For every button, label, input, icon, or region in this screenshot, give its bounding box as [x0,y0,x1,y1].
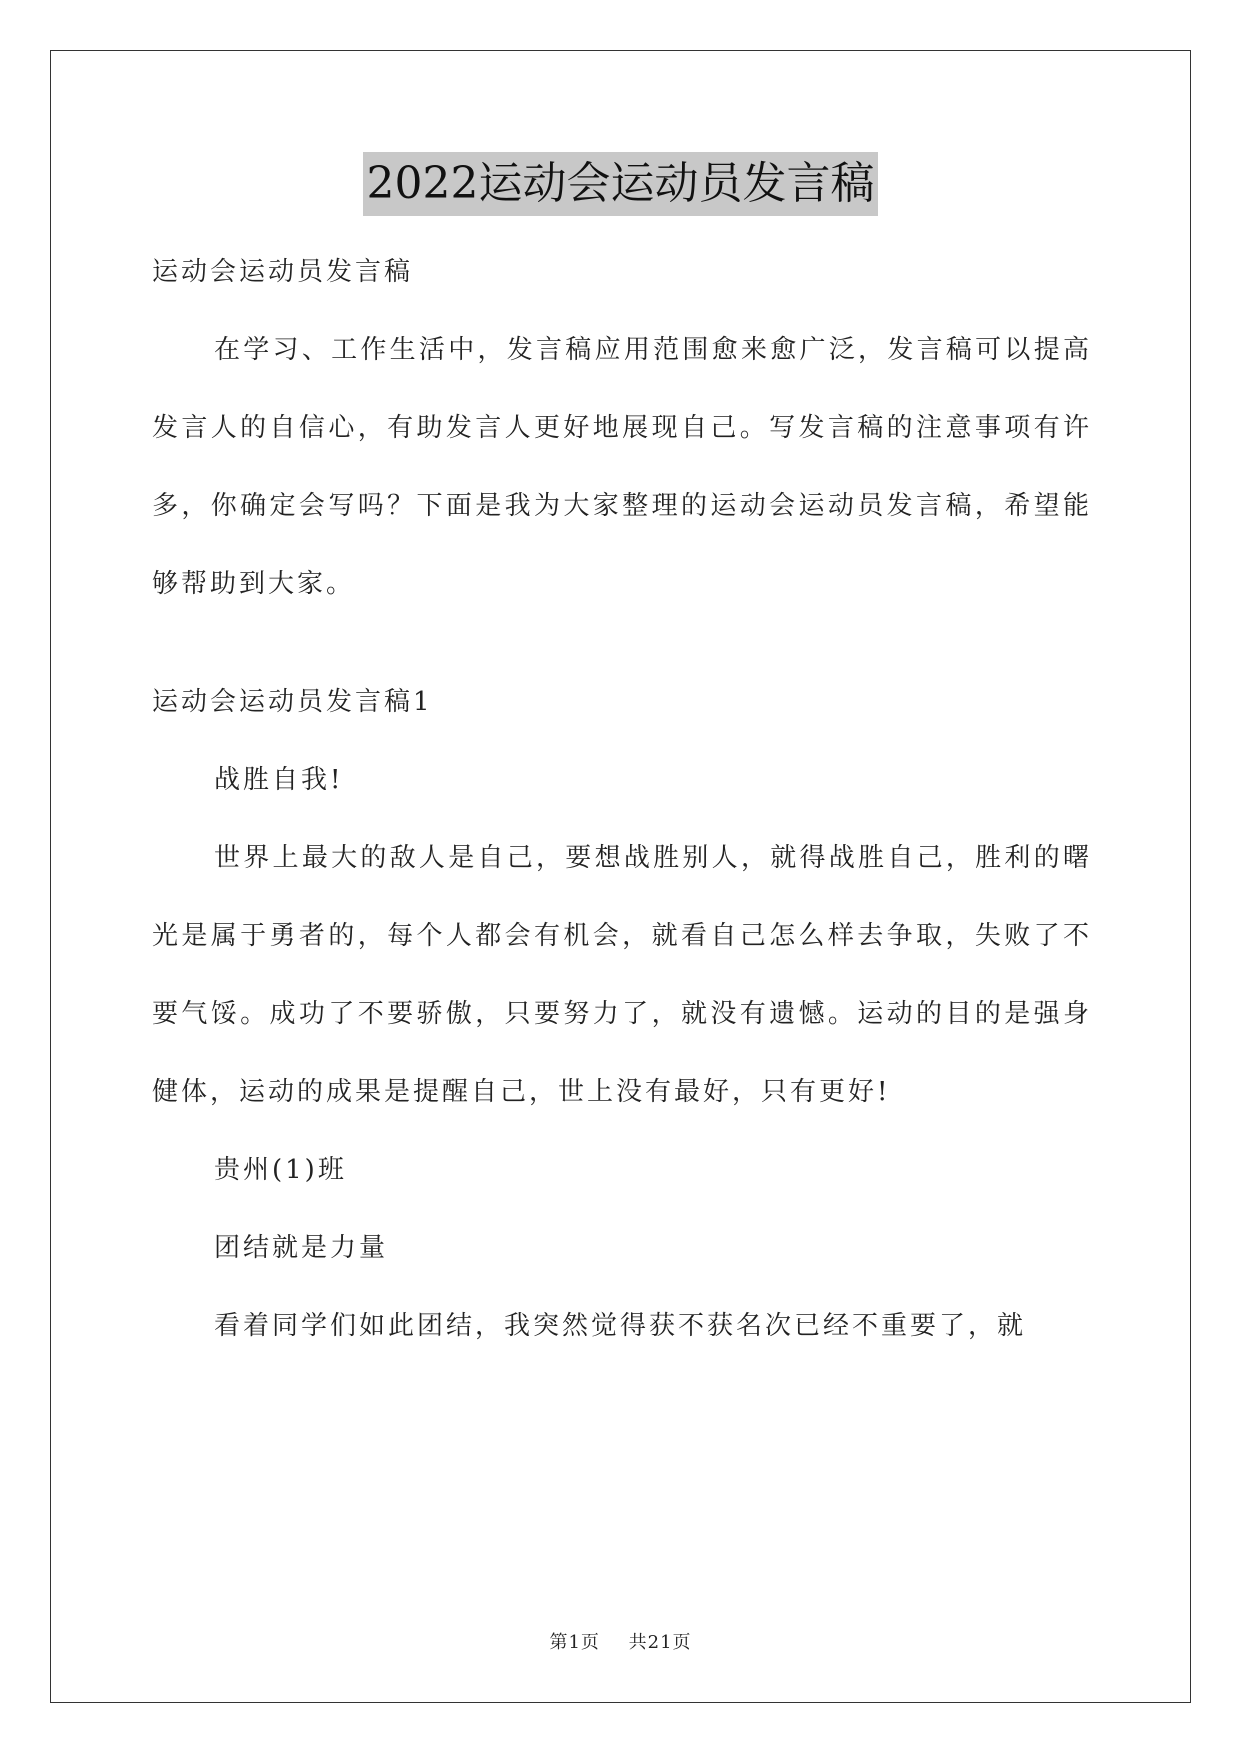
document-title: 2022运动会运动员发言稿 [363,152,879,216]
section-gap [152,623,1092,663]
title-container [0,152,1241,216]
page-number-current: 第1页 [549,1632,600,1653]
section1-subtitle: 战胜自我! [214,765,344,795]
page-number-total: 共21页 [628,1632,692,1653]
class-name: 贵州(1)班 [214,1155,347,1185]
paragraph-unity: 看着同学们如此团结，我突然觉得获不获名次已经不重要了，就 [214,1311,1027,1341]
intro-paragraph: 在学习、工作生活中，发言稿应用范围愈来愈广泛，发言稿可以提高发言人的自信心，有助发言人更好地展现自己。写发言稿的注意事项有许多，你确定会写吗？下面是我为大家整理的运动会运动员发言稿，希望能够帮助到大家。 [152,335,1092,599]
subtitle-unity: 团结就是力量 [214,1233,389,1263]
page-footer [0,1628,1241,1654]
section1-paragraph: 世界上最大的敌人是自己，要想战胜别人，就得战胜自己，胜利的曙光是属于勇者的，每个人都会有机会，就看自己怎么样去争取，失败了不要气馁。成功了不要骄傲，只要努力了，就没有遗憾。运动的目的是强身健体，运动的成果是提醒自己，世上没有最好，只有更好! [152,843,1092,1107]
document-body [152,233,1092,1365]
intro-heading: 运动会运动员发言稿 [152,257,414,287]
section1-heading: 运动会运动员发言稿1 [152,687,433,717]
